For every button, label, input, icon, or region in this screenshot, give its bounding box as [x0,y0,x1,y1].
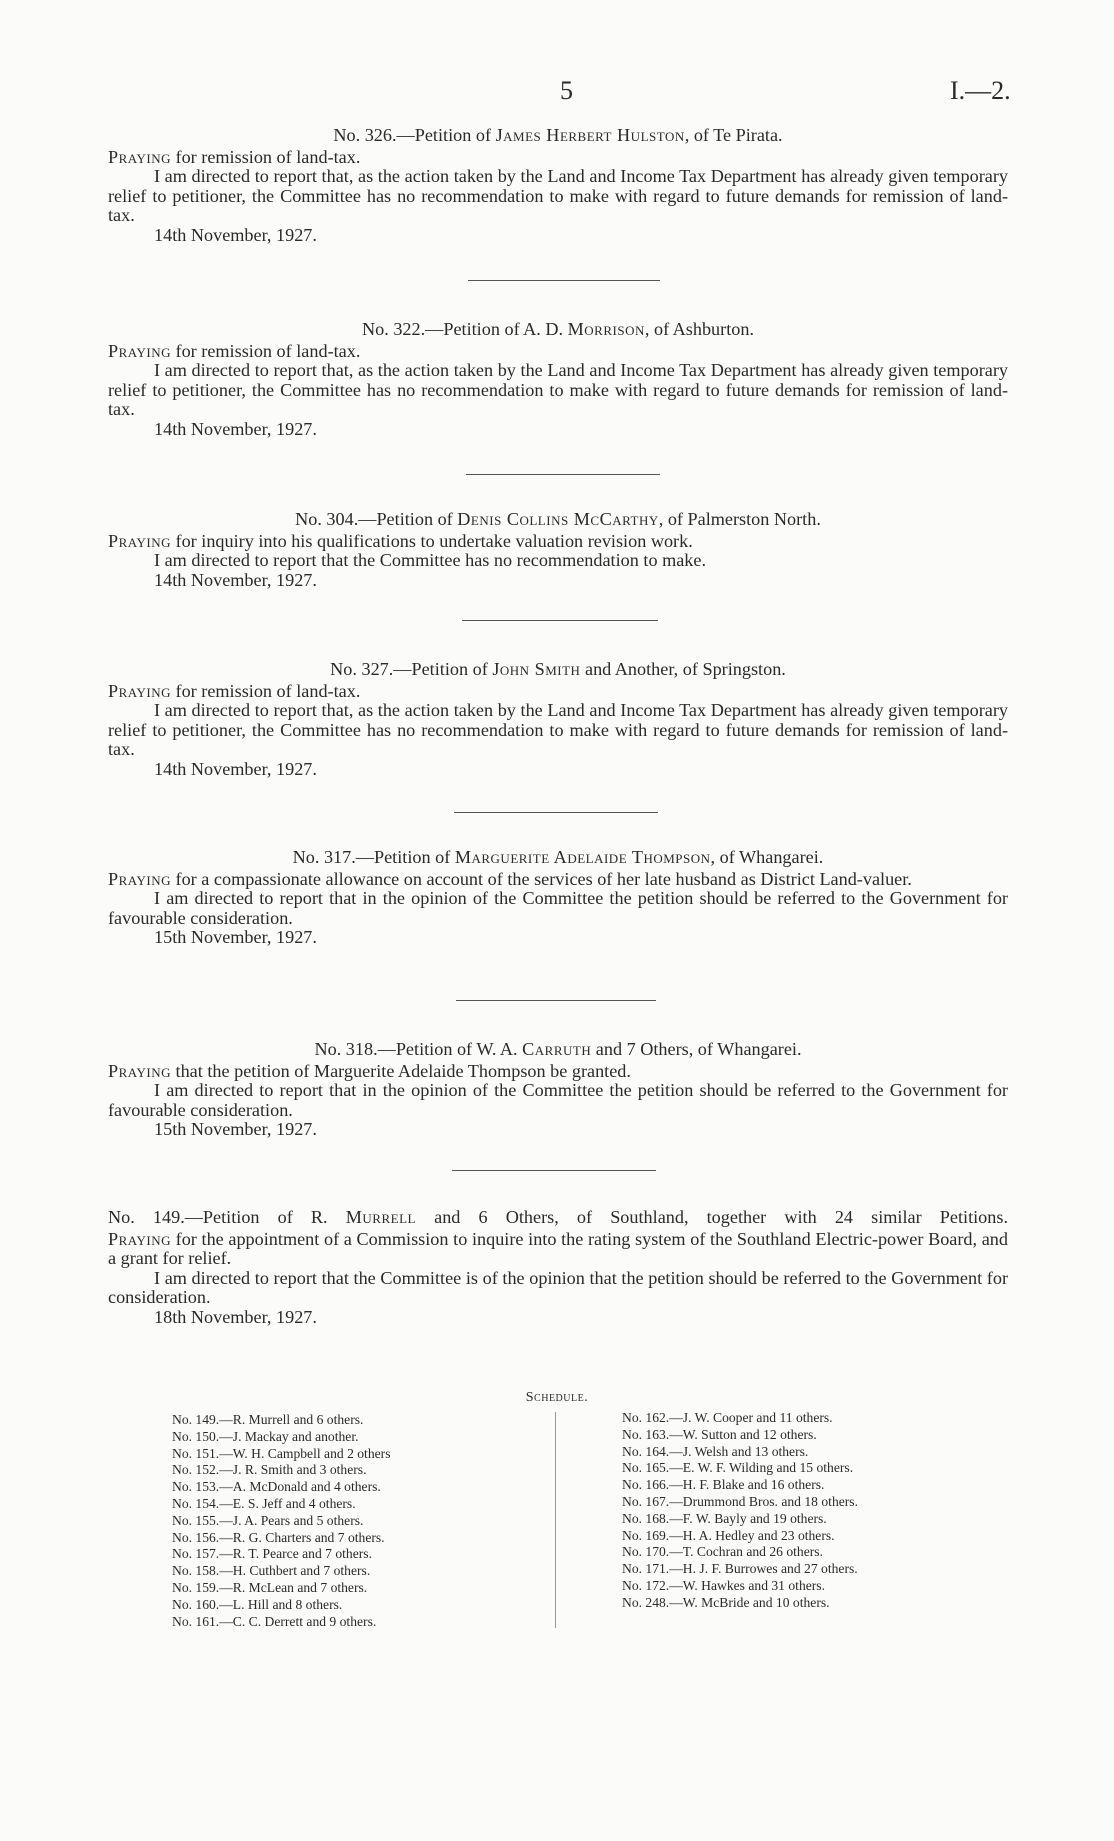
praying-text: Praying for the appointment of a Commission to inquire into the rating system of the Southland Electric-power Board, and a grant for relief. [108,1228,1008,1269]
schedule-divider [555,1412,556,1628]
report-date: 15th November, 1927. [154,1119,317,1140]
schedule-entry: No. 164.—J. Welsh and 13 others. [622,1443,809,1459]
schedule-entry: No. 152.—J. R. Smith and 3 others. [172,1462,367,1478]
schedule-entry: No. 155.—J. A. Pears and 5 others. [172,1512,364,1528]
report-text: I am directed to report that, as the action taken by the Land and Income Tax Department has already given temporary relief to petitioner, the Committee has no recommendation to make with regard to future demands for remission of land-tax. [108,360,1008,420]
report-date: 18th November, 1927. [154,1306,317,1327]
petition-section [108,848,1008,948]
schedule-entry: No. 150.—J. Mackay and another. [172,1428,359,1444]
schedule-entry: No. 162.—J. W. Cooper and 11 others. [622,1410,833,1425]
petition-section [108,1040,1008,1140]
praying-text: Praying that the petition of Marguerite Adelaide Thompson be granted. [108,1060,631,1081]
schedule-entry: No. 171.—H. J. F. Burrowes and 27 others. [622,1561,858,1577]
petition-title: No. 318.—Petition of W. A. Carruth and 7 Others, of Whangarei. [314,1039,802,1059]
petition-title: No. 326.—Petition of James Herbert Hulston, of Te Pirata. [333,125,783,145]
schedule-entry: No. 248.—W. McBride and 10 others. [622,1594,830,1610]
section-divider [456,1000,656,1001]
schedule-entry: No. 149.—R. Murrell and 6 others. [172,1412,364,1427]
report-text: I am directed to report that the Committee has no recommendation to make. [154,550,707,571]
schedule-entry: No. 156.—R. G. Charters and 7 others. [172,1529,385,1545]
schedule-right-column [622,1410,858,1612]
petition-section [108,1208,1008,1328]
petition-title: No. 304.—Petition of Denis Collins McCarthy, of Palmerston North. [295,509,821,529]
praying-text: Praying for remission of land-tax. [108,680,361,701]
section-divider [462,620,658,621]
schedule-entry: No. 160.—L. Hill and 8 others. [172,1596,343,1612]
petition-title: No. 322.—Petition of A. D. Morrison, of Ashburton. [362,319,754,339]
petitioner-name: Morrison [567,319,645,339]
schedule-entry: No. 158.—H. Cuthbert and 7 others. [172,1563,371,1579]
schedule-entry: No. 154.—E. S. Jeff and 4 others. [172,1495,356,1511]
schedule-entry: No. 151.—W. H. Campbell and 2 others [172,1445,391,1461]
schedule-entry: No. 159.—R. McLean and 7 others. [172,1579,368,1595]
petition-section [108,126,1008,246]
schedule-entry: No. 163.—W. Sutton and 12 others. [622,1426,817,1442]
report-text: I am directed to report that in the opinion of the Committee the petition should be referred to the Government for favourable consideration. [108,888,1008,928]
report-date: 14th November, 1927. [154,418,317,439]
report-text: I am directed to report that, as the action taken by the Land and Income Tax Department has already given temporary relief to petitioner, the Committee has no recommendation to make with regard to future demands for remission of land-tax. [108,166,1008,226]
schedule-entry: No. 172.—W. Hawkes and 31 others. [622,1577,825,1593]
petitioner-name: Marguerite Adelaide Thompson [454,847,711,867]
report-date: 14th November, 1927. [154,224,317,245]
petition-section [108,660,1008,780]
petitioner-name: John Smith [492,659,581,679]
page-number: 5 [560,76,573,105]
schedule-entry: No. 170.—T. Cochran and 26 others. [622,1544,823,1560]
schedule-left-column [172,1412,390,1630]
petition-section [108,510,1008,590]
petition-title: No. 149.—Petition of R. Murrell and 6 Others, of Southland, together with 24 similar Petitions. [108,1207,1008,1227]
schedule-title: Schedule. [525,1390,589,1405]
section-divider [468,280,660,281]
petitioner-name: James Herbert Hulston [495,125,685,145]
petitioner-name: Murrell [345,1207,416,1227]
petitioner-name: Carruth [522,1039,592,1059]
schedule-entry: No. 165.—E. W. F. Wilding and 15 others. [622,1460,854,1476]
petition-section [108,320,1008,440]
document-reference: I.—2. [950,76,1011,105]
petition-title: No. 327.—Petition of John Smith and Another, of Springston. [330,659,786,679]
petitioner-name: Denis Collins McCarthy [457,509,659,529]
report-text: I am directed to report that in the opinion of the Committee the petition should be referred to the Government for favourable consideration. [108,1080,1008,1120]
schedule-entry: No. 168.—F. W. Bayly and 19 others. [622,1510,827,1526]
praying-text: Praying for remission of land-tax. [108,146,361,167]
schedule-entry: No. 167.—Drummond Bros. and 18 others. [622,1493,858,1509]
praying-text: Praying for remission of land-tax. [108,340,361,361]
report-date: 14th November, 1927. [154,569,317,590]
schedule-entry: No. 166.—H. F. Blake and 16 others. [622,1477,825,1493]
report-date: 15th November, 1927. [154,927,317,948]
petition-title: No. 317.—Petition of Marguerite Adelaide Thompson, of Whangarei. [292,847,824,867]
section-divider [466,474,660,475]
schedule-entry: No. 153.—A. McDonald and 4 others. [172,1479,381,1495]
schedule-entry: No. 169.—H. A. Hedley and 23 others. [622,1527,835,1543]
report-date: 14th November, 1927. [154,758,317,779]
report-text: I am directed to report that, as the action taken by the Land and Income Tax Department has already given temporary relief to petitioner, the Committee has no recommendation to make with regard to future demands for remission of land-tax. [108,700,1008,760]
section-divider [454,812,658,813]
report-text: I am directed to report that the Committee is of the opinion that the petition should be referred to the Government for consideration. [108,1267,1008,1308]
praying-text: Praying for a compassionate allowance on account of the services of her late husband as District Land-valuer. [108,868,912,889]
section-divider [452,1170,656,1171]
praying-text: Praying for inquiry into his qualifications to undertake valuation revision work. [108,530,693,551]
schedule-entry: No. 161.—C. C. Derrett and 9 others. [172,1613,377,1629]
schedule-entry: No. 157.—R. T. Pearce and 7 others. [172,1546,372,1562]
